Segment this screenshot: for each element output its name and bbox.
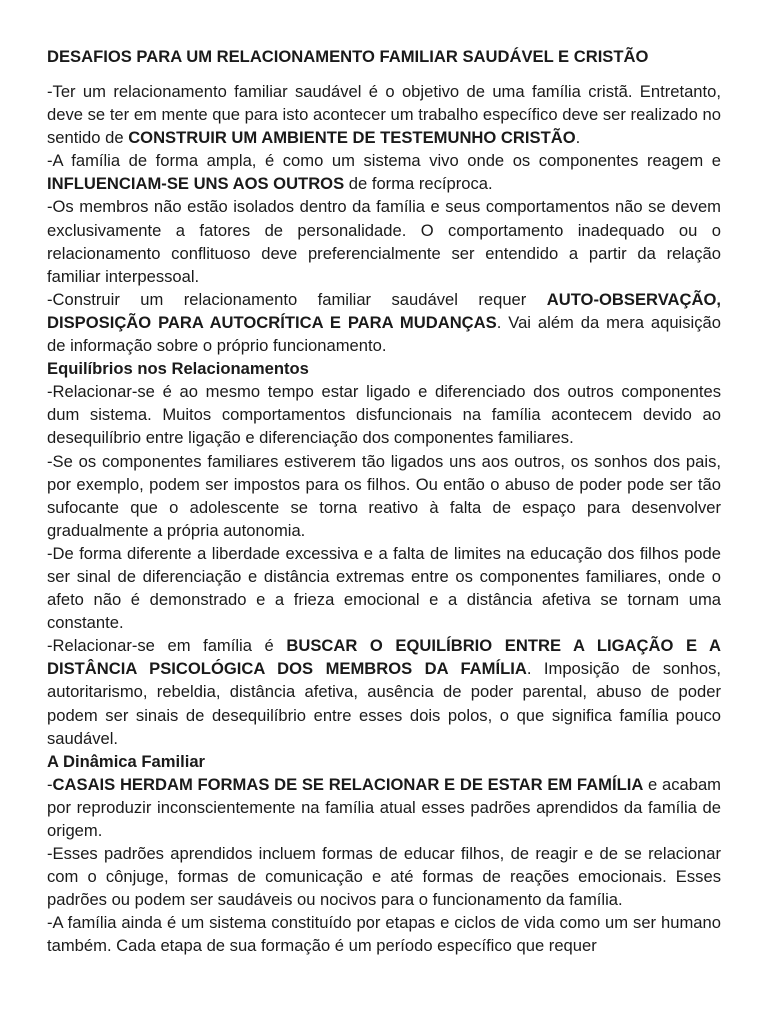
paragraph-2 — [47, 149, 721, 195]
paragraph-1-text: -Ter um relacionamento familiar saudável é o objetivo de uma família cristã. Entretanto, deve se ter em mente que para isto acontecer um trabalho específico deve ser realizado no sentido de — [47, 82, 721, 148]
paragraph-2-end: de forma recíproca. — [344, 174, 493, 194]
paragraph-1 — [47, 80, 721, 149]
paragraph-6: -Se os componentes familiares estiverem tão ligados uns aos outros, os sonhos dos pais, por exemplo, podem ser impostos para os filhos. Ou então o abuso de poder pode ser tão sufocante que o adolescente se torna reativo à falta de espaço para desenvolver gradualmente a própria autonomia. — [47, 451, 721, 540]
paragraph-8-end: . Imposição de sonhos, autoritarismo, rebeldia, distância afetiva, ausência de poder parental, abuso de poder podem ser sinais de desequilíbrio entre esses dois polos, o que significa família pouco saudável. — [47, 659, 721, 748]
paragraph-9-emphasis: CASAIS HERDAM FORMAS DE SE RELACIONAR E DE ESTAR EM FAMÍLIA — [52, 774, 644, 794]
section-heading-equilibrios: Equilíbrios nos Relacionamentos — [47, 359, 309, 379]
paragraph-4-emphasis: AUTO-OBSERVAÇÃO, DISPOSIÇÃO PARA AUTOCRÍTICA E PARA MUDANÇAS — [47, 289, 721, 332]
paragraph-8 — [47, 634, 721, 749]
paragraph-4 — [47, 288, 721, 357]
paragraph-8-text: -Relacionar-se em família é — [47, 636, 287, 656]
paragraph-3: -Os membros não estão isolados dentro da família e seus comportamentos não se devem exclusivamente a fatores de personalidade. O comportamento inadequado ou o relacionamento conflituoso deve preferencialmente ser entendido a partir da relação familiar interpessoal. — [47, 197, 721, 286]
paragraph-7: -De forma diferente a liberdade excessiva e a falta de limites na educação dos filhos pode ser sinal de diferenciação e distância extremas entre os componentes familiares, onde o afeto não é demonstrado e a frieza emocional e a distância afetiva se tornam uma constante. — [47, 543, 721, 633]
paragraph-2-text: -A família de forma ampla, é como um sistema vivo onde os componentes reagem e — [47, 151, 721, 171]
paragraph-4-text: -Construir um relacionamento familiar saudável requer — [47, 289, 547, 309]
document-title: DESAFIOS PARA UM RELACIONAMENTO FAMILIAR SAUDÁVEL E CRISTÃO — [47, 47, 649, 66]
paragraph-10: -Esses padrões aprendidos incluem formas de educar filhos, de reagir e de se relacionar com o cônjuge, formas de comunicação e até formas de reações emocionais. Esses padrões ou podem ser saudáveis ou nocivos para o funcionamento da família. — [47, 844, 721, 910]
paragraph-1-end: . — [575, 128, 581, 148]
section-heading-dinamica: A Dinâmica Familiar — [47, 751, 206, 771]
paragraph-9 — [47, 773, 721, 842]
paragraph-9-text: - — [47, 774, 53, 794]
paragraph-4-end: . Vai além da mera aquisição de informação sobre o próprio funcionamento. — [47, 312, 721, 356]
paragraph-1-emphasis: CONSTRUIR UM AMBIENTE DE TESTEMUNHO CRISTÃO — [128, 128, 576, 148]
paragraph-2-emphasis: INFLUENCIAM-SE UNS AOS OUTROS — [47, 174, 345, 194]
paragraph-9-end: e acabam por reproduzir inconscientemente na família atual esses padrões aprendidos da família de origem. — [47, 774, 722, 840]
paragraph-8-emphasis: BUSCAR O EQUILÍBRIO ENTRE A LIGAÇÃO E A DISTÂNCIA PSICOLÓGICA DOS MEMBROS DA FAMÍLIA — [47, 636, 722, 679]
paragraph-5: -Relacionar-se é ao mesmo tempo estar ligado e diferenciado dos outros componentes dum sistema. Muitos comportamentos disfuncionais na família acontecem devido ao desequilíbrio entre ligação e diferenciação dos componentes familiares. — [47, 382, 721, 448]
paragraph-11: -A família ainda é um sistema constituído por etapas e ciclos de vida como um ser humano também. Cada etapa de sua formação é um período específico que requer — [47, 913, 721, 956]
document-body — [47, 45, 721, 958]
